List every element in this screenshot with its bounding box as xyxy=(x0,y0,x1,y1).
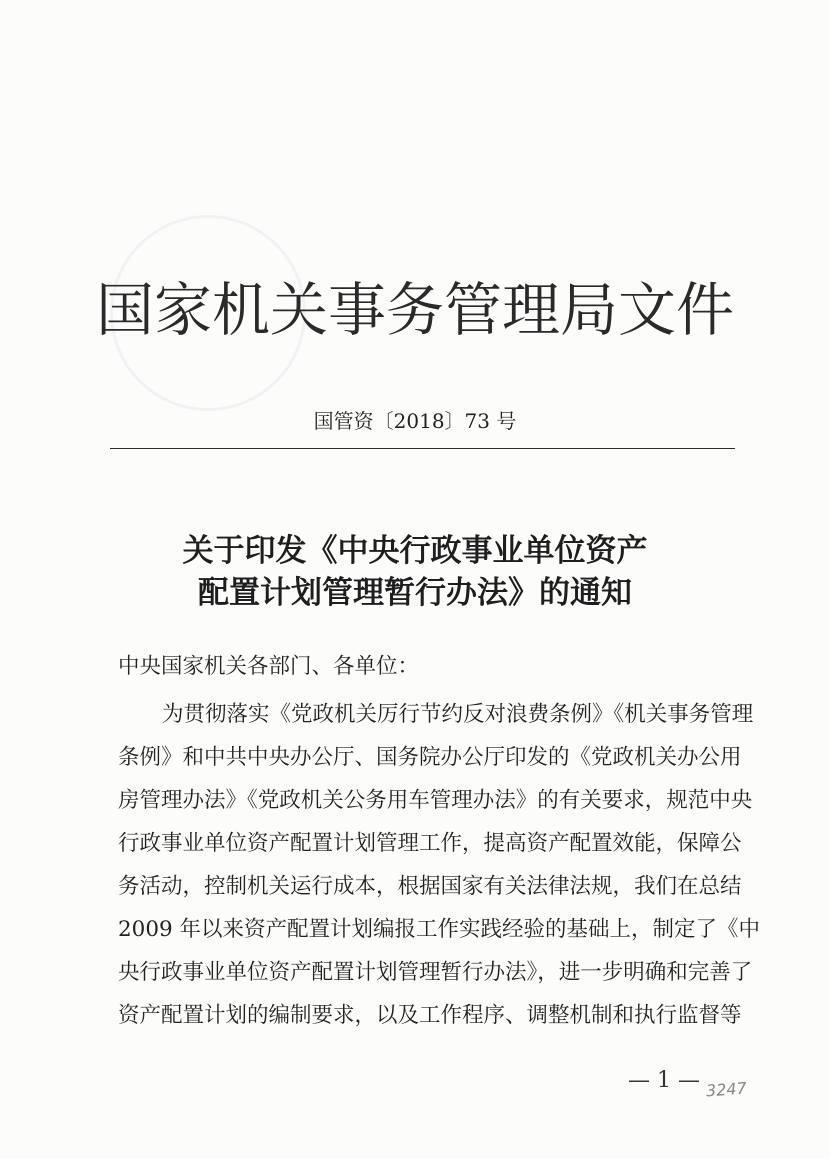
body-line-5: 务活动，控制机关运行成本，根据国家有关法律法规，我们在总结 xyxy=(118,874,742,899)
notice-title-line-1: 关于印发《中央行政事业单位资产 xyxy=(182,533,648,569)
notice-title-line-2: 配置计划管理暂行办法》的通知 xyxy=(198,575,632,611)
body-line-2: 条例》和中共中央办公厅、国务院办公厅印发的《党政机关办公用 xyxy=(118,745,742,770)
header-divider-line xyxy=(110,448,735,449)
body-line-6: 2009 年以来资产配置计划编报工作实践经验的基础上，制定了《中 xyxy=(118,917,761,942)
body-line-3: 房管理办法》《党政机关公务用车管理办法》的有关要求，规范中央 xyxy=(118,788,753,813)
page-number: — 1 — xyxy=(628,1068,700,1093)
body-line-8: 资产配置计划的编制要求，以及工作程序、调整机制和执行监督等 xyxy=(118,1003,742,1028)
issuer-header-title: 国家机关事务管理局文件 xyxy=(95,276,734,344)
body-line-4: 行政事业单位资产配置计划管理工作，提高资产配置效能，保障公 xyxy=(118,831,742,856)
body-line-7: 央行政事业单位资产配置计划管理暂行办法》，进一步明确和完善了 xyxy=(118,960,753,985)
document-number: 国管资〔2018〕73 号 xyxy=(313,409,517,433)
addressee-line: 中央国家机关各部门、各单位： xyxy=(118,654,420,679)
handwritten-annotation: 3247 xyxy=(705,1078,748,1101)
body-line-1: 为贯彻落实《党政机关厉行节约反对浪费条例》《机关事务管理 xyxy=(162,702,754,727)
